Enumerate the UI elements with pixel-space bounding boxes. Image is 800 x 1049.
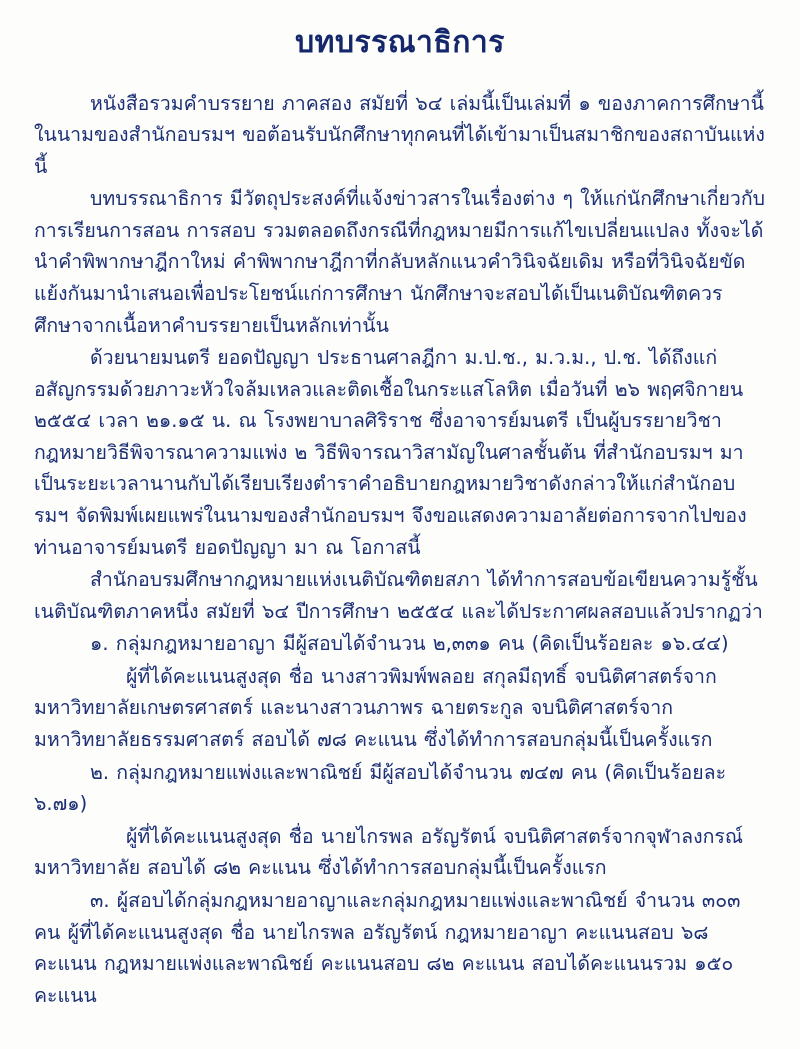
paragraph-both-groups-passers: ๓. ผู้สอบได้กลุ่มกฎหมายอาญาและกลุ่มกฎหมายแพ่งและพาณิชย์ จำนวน ๓๐๓ คน ผู้ที่ได้คะแนนสูงสุด ชื่อ นายไกรพล อรัญรัตน์ กฎหมายอาญา คะแนนสอบ ๖๘ คะแนน กฎหมายแพ่งและพาณิชย์ คะแนนสอบ ๘๒ คะแนน สอบได้คะแนนรวม ๑๕๐ คะแนน — [34, 888, 741, 1007]
paragraph-criminal-law-group: ๑. กลุ่มกฎหมายอาญา มีผู้สอบได้จำนวน ๒,๓๓๑ คน (คิดเป็นร้อยละ ๑๖.๔๔) — [90, 632, 729, 656]
paragraph-civil-commercial-top-scorer: ผู้ที่ได้คะแนนสูงสุด ชื่อ นายไกรพล อรัญรัตน์ จบนิติศาสตร์จากจุฬาลงกรณ์มหาวิทยาลัย สอบได้ ๘๒ คะแนน ซึ่งได้ทำการสอบกลุ่มนี้เป็นครั้งแรก — [34, 824, 743, 880]
paragraph-civil-commercial-group: ๒. กลุ่มกฎหมายแพ่งและพาณิชย์ มีผู้สอบได้จำนวน ๗๔๗ คน (คิดเป็นร้อยละ ๖.๗๑) — [34, 760, 727, 816]
paragraph-editorial-purpose: บทบรรณาธิการ มีวัตถุประสงค์ที่แจ้งข่าวสารในเรื่องต่าง ๆ ให้แก่นักศึกษาเกี่ยวกับการเรียนการสอน การสอบ รวมตลอดถึงกรณีที่กฎหมายมีการแก้ไขเปลี่ยนแปลง ทั้งจะได้นำคำพิพากษาฎีกาใหม่ คำพิพากษาฎีกาที่กลับหลักแนวคำวินิจฉัยเดิม หรือที่วินิจฉัยขัดแย้งกันมานำเสนอเพื่อประโยชน์แก่การศึกษา นักศึกษาจะสอบได้เป็นเนติบัณฑิตควรศึกษาจากเนื้อหาคำบรรยายเป็นหลักเท่านั้น — [34, 187, 766, 337]
page-title: บทบรรณาธิการ — [295, 25, 505, 60]
paragraph-obituary-montri: ด้วยนายมนตรี ยอดปัญญา ประธานศาลฎีกา ม.ป.ช., ม.ว.ม., ป.ช. ได้ถึงแก่อสัญกรรมด้วยภาวะหัวใจล้มเหลวและติดเชื้อในกระแสโลหิต เมื่อวันที่ ๒๖ พฤศจิกายน ๒๕๕๔ เวลา ๒๑.๑๕ น. ณ โรงพยาบาลศิริราช ซึ่งอาจารย์มนตรี เป็นผู้บรรยายวิชากฎหมายวิธีพิจารณาความแพ่ง ๒ วิธีพิจารณาวิสามัญในศาลชั้นต้น ที่สำนักอบรมฯ มาเป็นระยะเวลานานกับได้เรียบเรียงตำราคำอธิบายกฎหมายวิชาดังกล่าวให้แก่สำนักอบรมฯ จัดพิมพ์เผยแพร่ในนามของสำนักอบรมฯ จึงขอแสดงความอาลัยต่อการจากไปของท่านอาจารย์มนตรี ยอดปัญญา มา ณ โอกาสนี้ — [34, 346, 747, 559]
paragraph-exam-announcement: สำนักอบรมศึกษากฎหมายแห่งเนติบัณฑิตยสภา ได้ทำการสอบข้อเขียนความรู้ชั้นเนติบัณฑิตภาคหนึ่ง สมัยที่ ๖๔ ปีการศึกษา ๒๕๕๔ และได้ประกาศผลสอบแล้วปรากฏว่า — [34, 568, 763, 623]
paragraph-editorial-intro: หนังสือรวมคำบรรยาย ภาคสอง สมัยที่ ๖๔ เล่มนี้เป็นเล่มที่ ๑ ของภาคการศึกษานี้ ในนามของสำนักอบรมฯ ขอต้อนรับนักศึกษาทุกคนที่ได้เข้ามาเป็นสมาชิกของสถาบันแห่งนี้ — [34, 91, 765, 178]
document-body — [34, 88, 766, 1012]
paragraph-criminal-law-top-scorer: ผู้ที่ได้คะแนนสูงสุด ชื่อ นางสาวพิมพ์พลอย สกุลมีฤทธิ์ จบนิติศาสตร์จากมหาวิทยาลัยเกษตรศาสตร์ และนางสาวนภาพร ฉายตระกูล จบนิติศาสตร์จากมหาวิทยาลัยธรรมศาสตร์ สอบได้ ๗๘ คะแนน ซึ่งได้ทำการสอบกลุ่มนี้เป็นครั้งแรก — [34, 664, 717, 752]
